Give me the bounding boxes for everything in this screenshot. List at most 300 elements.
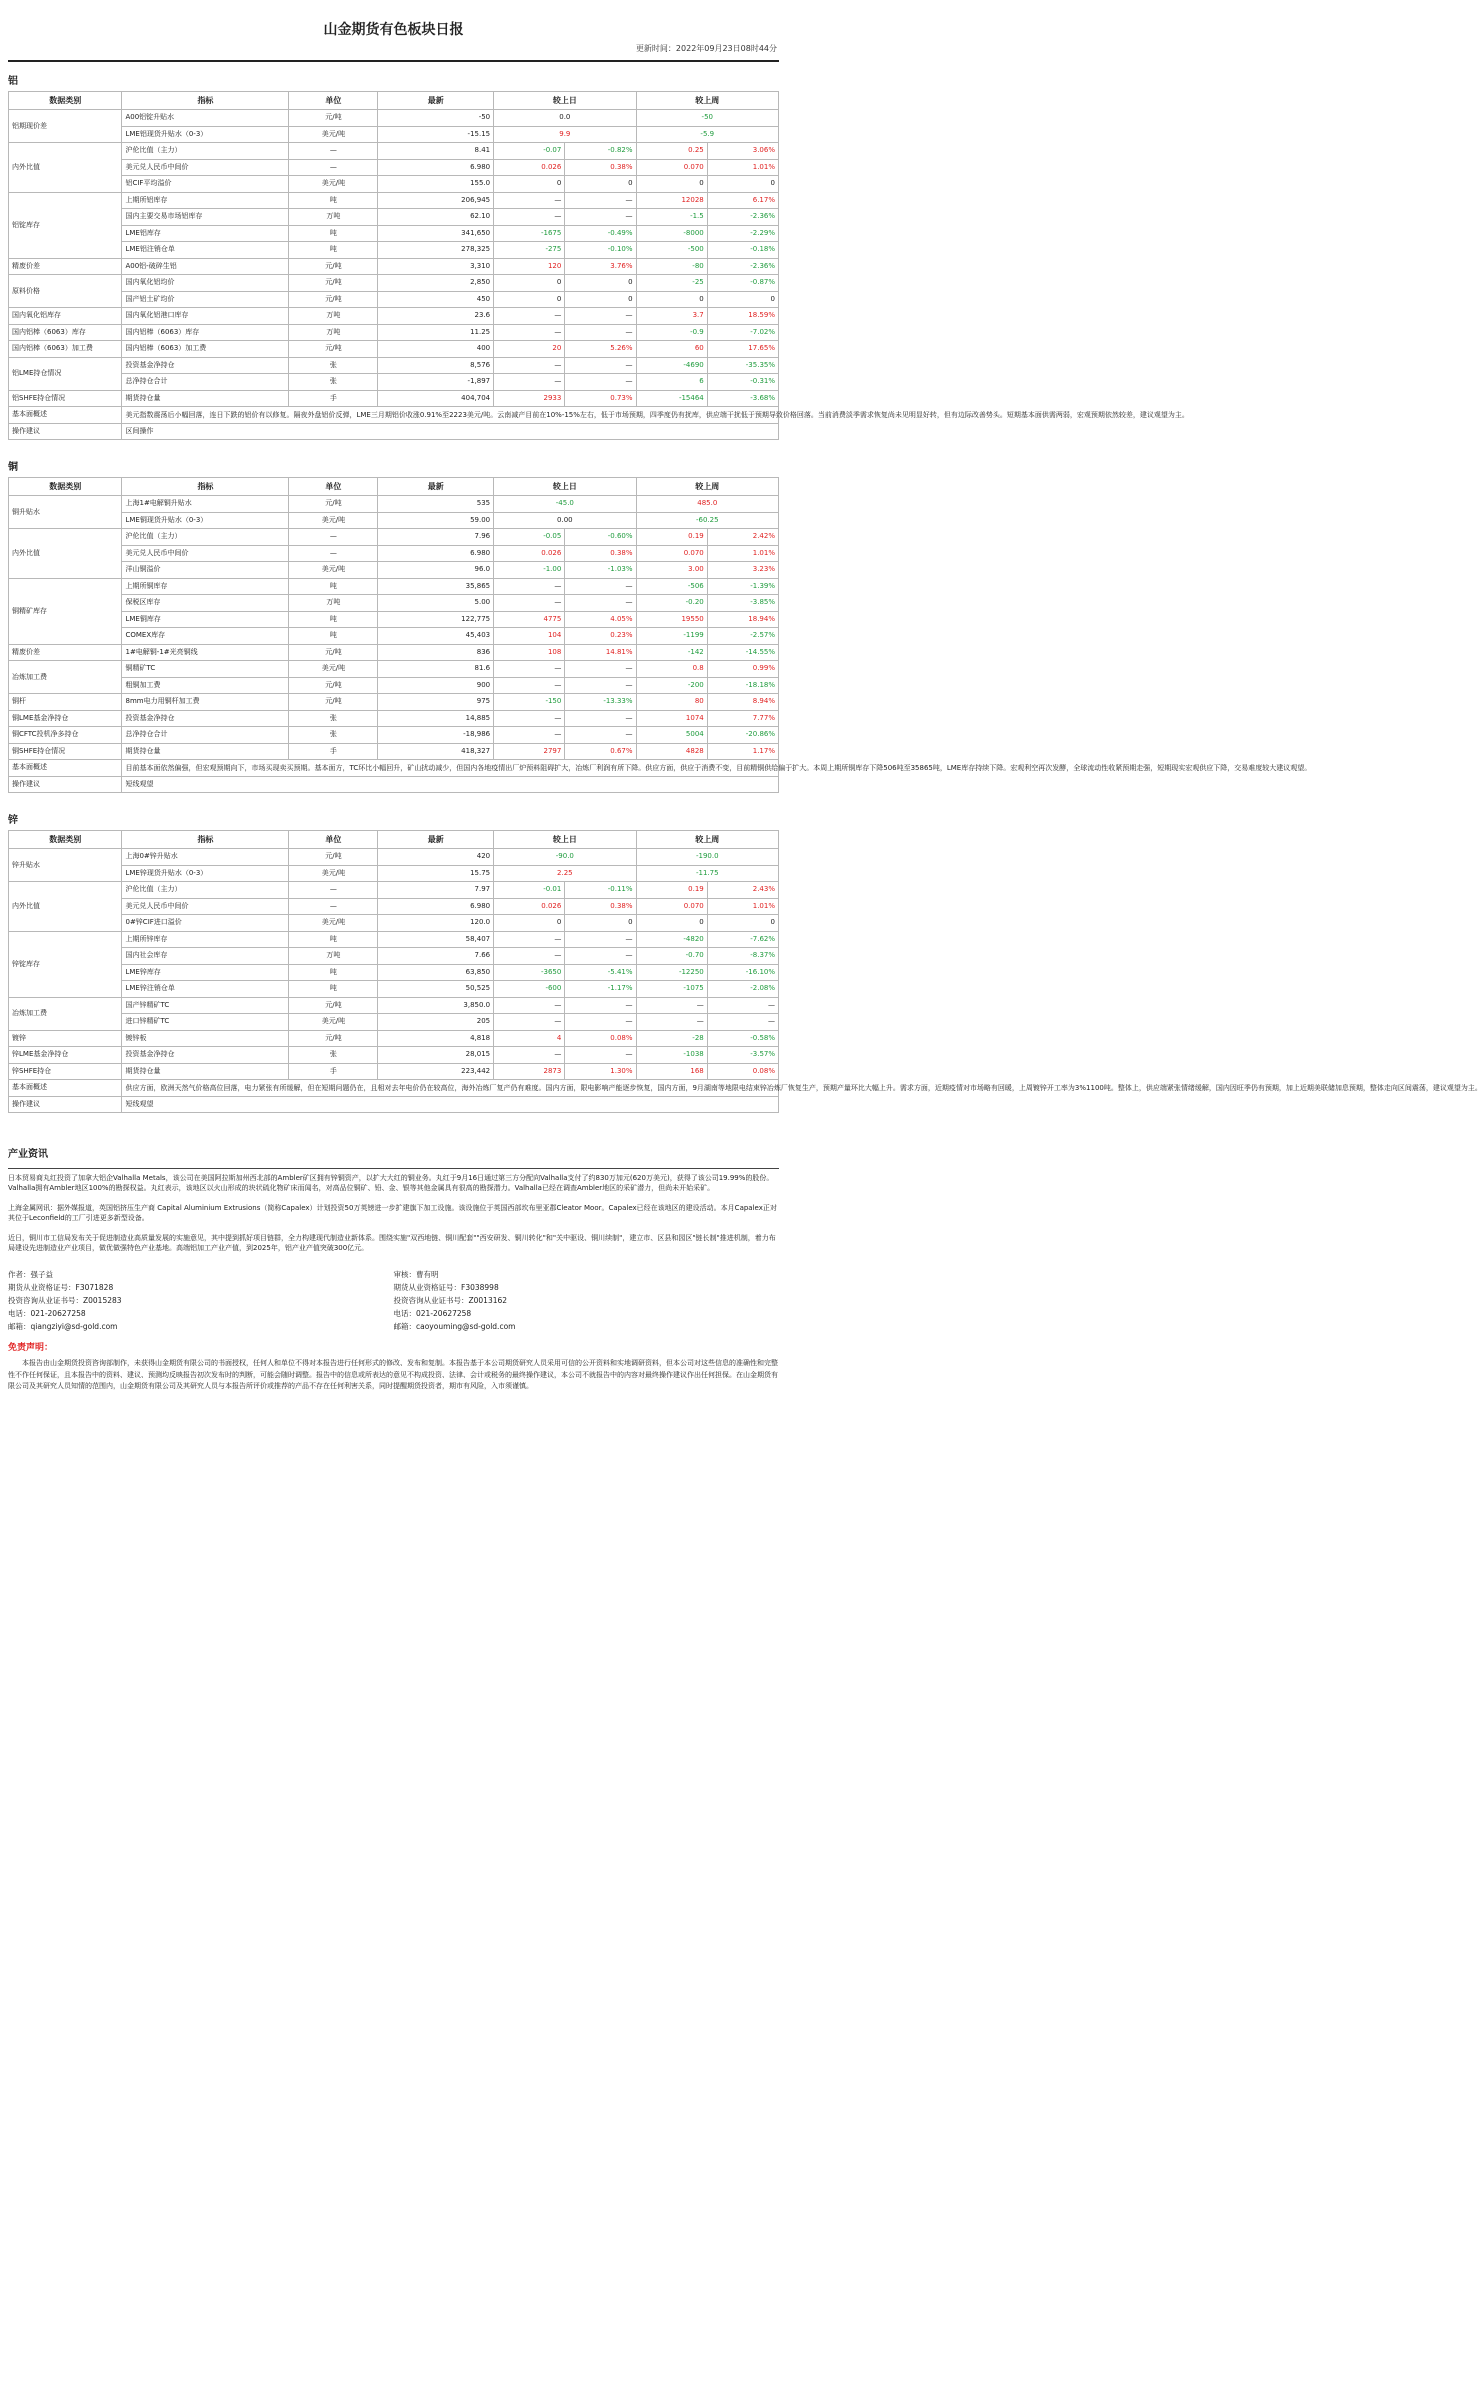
author-contact <box>8 1268 394 1334</box>
week-change-cell: -0.70 <box>636 948 707 965</box>
indicator-cell: 铜精矿TC <box>122 661 289 678</box>
indicator-cell: 上期所铜库存 <box>122 578 289 595</box>
latest-value-cell: 975 <box>378 694 494 711</box>
indicator-cell: 投资基金净持仓 <box>122 1047 289 1064</box>
advice-text: 短线观望 <box>122 1096 779 1113</box>
category-cell: 冶炼加工费 <box>9 661 122 694</box>
unit-cell: — <box>289 882 378 899</box>
reviewer-certificate: 投资咨询从业证书号：Z0013162 <box>393 1295 508 1305</box>
indicator-cell: COMEX库存 <box>122 628 289 645</box>
week-change-cell: — <box>636 997 707 1014</box>
latest-value-cell: 6.980 <box>378 898 494 915</box>
week-change-pct-cell: -3.57% <box>707 1047 778 1064</box>
week-change-pct-cell: 0 <box>707 176 778 193</box>
day-change-pct-cell: — <box>565 727 636 744</box>
column-header: 指标 <box>122 831 289 849</box>
week-change-cell: 0.19 <box>636 529 707 546</box>
column-header: 数据类别 <box>9 478 122 496</box>
week-change-cell: -1075 <box>636 981 707 998</box>
category-cell: 锌锭库存 <box>9 931 122 997</box>
week-change-cell: -8000 <box>636 225 707 242</box>
news-body <box>8 1173 779 1254</box>
table-row <box>9 258 779 275</box>
indicator-cell: LME锌现货升贴水（0-3） <box>122 865 289 882</box>
day-change-pct-cell: 0.38% <box>565 898 636 915</box>
indicator-cell: 国内铝棒（6063）加工费 <box>122 341 289 358</box>
column-header: 较上日 <box>494 831 636 849</box>
indicator-cell: LME锌库存 <box>122 964 289 981</box>
table-row <box>9 291 779 308</box>
indicator-cell: LME铝注销仓单 <box>122 242 289 259</box>
day-change-cell: 20 <box>494 341 565 358</box>
latest-value-cell: 278,325 <box>378 242 494 259</box>
column-header: 较上日 <box>494 478 636 496</box>
latest-value-cell: 223,442 <box>378 1063 494 1080</box>
table-row <box>9 1063 779 1080</box>
metal-data-table <box>8 477 1312 793</box>
unit-cell: 美元/吨 <box>289 661 378 678</box>
week-change-cell: 0.070 <box>636 159 707 176</box>
table-row <box>9 948 779 965</box>
latest-value-cell: 35,865 <box>378 578 494 595</box>
day-change-cell: — <box>494 209 565 226</box>
section-gap <box>8 793 779 815</box>
table-row <box>9 1014 779 1031</box>
day-change-cell: -150 <box>494 694 565 711</box>
indicator-cell: LME铜现货升贴水（0-3） <box>122 512 289 529</box>
indicator-cell: 国产锌精矿TC <box>122 997 289 1014</box>
unit-cell: 元/吨 <box>289 644 378 661</box>
reviewer-contact <box>394 1268 780 1334</box>
week-change-cell: -12250 <box>636 964 707 981</box>
day-change-pct-cell: — <box>565 710 636 727</box>
author-name: 作者：强子益 <box>8 1269 53 1279</box>
table-row <box>9 611 779 628</box>
column-header: 最新 <box>378 831 494 849</box>
latest-value-cell: 6.980 <box>378 159 494 176</box>
category-cell: 锌升贴水 <box>9 849 122 882</box>
day-change-cell: 4775 <box>494 611 565 628</box>
unit-cell: 吨 <box>289 225 378 242</box>
latest-value-cell: 7.97 <box>378 882 494 899</box>
week-change-cell: -80 <box>636 258 707 275</box>
week-change-pct-cell: -2.29% <box>707 225 778 242</box>
latest-value-cell: 96.0 <box>378 562 494 579</box>
day-change-cell: 104 <box>494 628 565 645</box>
day-change-pct-cell: — <box>565 948 636 965</box>
week-change-cell: -1038 <box>636 1047 707 1064</box>
unit-cell: 张 <box>289 727 378 744</box>
reviewer-email: 邮箱：caoyouming@sd-gold.com <box>393 1322 516 1331</box>
header-divider <box>8 60 779 62</box>
indicator-cell: 总净持仓合计 <box>122 374 289 391</box>
week-change-cell: 485.0 <box>636 496 778 513</box>
indicator-cell: 美元兑人民币中间价 <box>122 898 289 915</box>
advice-label: 操作建议 <box>9 423 122 440</box>
day-change-pct-cell: — <box>565 661 636 678</box>
unit-cell: 万吨 <box>289 308 378 325</box>
day-change-pct-cell: 0.73% <box>565 390 636 407</box>
week-change-cell: -190.0 <box>636 849 778 866</box>
week-change-cell: — <box>636 1014 707 1031</box>
week-change-cell: 0.19 <box>636 882 707 899</box>
category-cell: 冶炼加工费 <box>9 997 122 1030</box>
week-change-cell: -500 <box>636 242 707 259</box>
week-change-cell: 6 <box>636 374 707 391</box>
day-change-cell: — <box>494 308 565 325</box>
category-cell: 国内铝棒（6063）加工费 <box>9 341 122 358</box>
week-change-pct-cell: 1.17% <box>707 743 778 760</box>
report-title: 山金期货有色板块日报 <box>323 22 464 38</box>
table-row <box>9 743 779 760</box>
day-change-pct-cell: — <box>565 1014 636 1031</box>
week-change-pct-cell: -18.18% <box>707 677 778 694</box>
week-change-cell: 0 <box>636 291 707 308</box>
column-header: 最新 <box>378 478 494 496</box>
unit-cell: 吨 <box>289 192 378 209</box>
summary-text: 美元指数震荡后小幅回落，连日下跌的铝价有以修复。隔夜外盘铝价反弹，LME三月期铝价收涨0.91%至2223美元/吨。云南减产目前在10%-15%左右，低于市场预期，四季度仍有扰库，供应端干扰低于预期导致价格回落。当前消费淡季需求恢复尚未见明显好转，但有边际改善势头。短期基本面供需两弱，宏观预期依然较差，建议观望为主。 <box>122 407 779 424</box>
week-change-cell: 0.25 <box>636 143 707 160</box>
unit-cell: — <box>289 898 378 915</box>
day-change-cell: — <box>494 710 565 727</box>
reviewer-license: 期货从业资格证号：F3038998 <box>393 1282 499 1292</box>
week-change-pct-cell: -0.31% <box>707 374 778 391</box>
unit-cell: 元/吨 <box>289 110 378 127</box>
author-email: 邮箱：qiangziyi@sd-gold.com <box>8 1322 118 1331</box>
day-change-pct-cell: — <box>565 595 636 612</box>
day-change-pct-cell: 0.38% <box>565 159 636 176</box>
author-certificate: 投资咨询从业证书号：Z0015283 <box>8 1295 122 1305</box>
week-change-cell: 4828 <box>636 743 707 760</box>
summary-text: 目前基本面依然偏强，但宏观预期向下，市场买现卖买预期。基本面方，TC环比小幅回升，矿山扰动减少，但国内各地疫情出厂炉预料阻碍扩大，冶炼厂利润有所下降。供应方面，供应于消费不变，目前精铜供给偏于扩大。本周上期所铜库存下降506吨至35865吨，LME库存持续下降。宏观利空再次发酵，全球流动性收紧预期走强，短期现实宏观供应下降，交易难度较大建议观望。 <box>122 760 779 777</box>
indicator-cell: 进口锌精矿TC <box>122 1014 289 1031</box>
table-row <box>9 562 779 579</box>
indicator-cell: 1#电解铜-1#光亮铜线 <box>122 644 289 661</box>
week-change-pct-cell: -3.68% <box>707 390 778 407</box>
week-change-pct-cell: — <box>707 997 778 1014</box>
week-change-pct-cell: 0 <box>707 291 778 308</box>
week-change-pct-cell: 6.17% <box>707 192 778 209</box>
indicator-cell: 期货持仓量 <box>122 1063 289 1080</box>
day-change-pct-cell: — <box>565 578 636 595</box>
day-change-pct-cell: -1.17% <box>565 981 636 998</box>
indicator-cell: 总净持仓合计 <box>122 727 289 744</box>
day-change-pct-cell: — <box>565 997 636 1014</box>
day-change-cell: — <box>494 997 565 1014</box>
unit-cell: 吨 <box>289 611 378 628</box>
category-cell: 铜CFTC投机净多持仓 <box>9 727 122 744</box>
day-change-cell: 0.026 <box>494 898 565 915</box>
day-change-cell: -0.07 <box>494 143 565 160</box>
day-change-pct-cell: — <box>565 374 636 391</box>
indicator-cell: 沪伦比值（主力） <box>122 882 289 899</box>
day-change-cell: -0.05 <box>494 529 565 546</box>
indicator-cell: 粗铜加工费 <box>122 677 289 694</box>
day-change-pct-cell: — <box>565 308 636 325</box>
section-gap <box>8 1113 779 1135</box>
table-row <box>9 275 779 292</box>
day-change-cell: — <box>494 931 565 948</box>
latest-value-cell: 81.6 <box>378 661 494 678</box>
table-row <box>9 512 779 529</box>
indicator-cell: 洋山铜溢价 <box>122 562 289 579</box>
day-change-cell: — <box>494 595 565 612</box>
advice-label: 操作建议 <box>9 776 122 793</box>
week-change-cell: 5004 <box>636 727 707 744</box>
unit-cell: 美元/吨 <box>289 1014 378 1031</box>
latest-value-cell: -50 <box>378 110 494 127</box>
news-paragraph: 上海金属网讯：据外媒报道，英国铝挤压生产商 Capital Aluminium Extrusions（简称Capalex）计划投资50万英镑进一步扩建旗下加工设施。该设施位于英国西部坎布里亚郡Cleator Moor。Capalex已经在该地区的建设活动。本月Capalex正对其位于Leconfield的工厂引进更多新型设备。 <box>8 1203 777 1222</box>
column-header: 最新 <box>378 92 494 110</box>
week-change-cell: 0.070 <box>636 898 707 915</box>
indicator-cell: 沪伦比值（主力） <box>122 529 289 546</box>
table-row <box>9 882 779 899</box>
reviewer-name: 审核：曹有明 <box>393 1269 439 1279</box>
unit-cell: 手 <box>289 1063 378 1080</box>
column-header: 指标 <box>122 478 289 496</box>
latest-value-cell: -18,986 <box>378 727 494 744</box>
column-header: 较上周 <box>636 831 778 849</box>
table-row <box>9 727 779 744</box>
day-change-pct-cell: 0.08% <box>565 1030 636 1047</box>
week-change-pct-cell: 18.94% <box>707 611 778 628</box>
day-change-cell: -0.01 <box>494 882 565 899</box>
table-row <box>9 324 779 341</box>
summary-text: 供应方面，欧洲天然气价格高位回落，电力紧张有所缓解，但在短期问题仍在，且相对去年电价仍在较高位，海外冶炼厂复产仍有难度。国内方面，限电影响产能逐步恢复，国内方面，9月湖南等地限电结束锌冶炼厂恢复生产，预期产量环比大幅上升。需求方面，近期疫情对市场略有回暖，上周镀锌开工率为3%1100吨。整体上，供应端紧张情绪缓解，国内因旺季仍有预期，加上近期美联储加息预期，整体走向区间震荡，建议观望为主。 <box>122 1080 779 1097</box>
indicator-cell: 镀锌板 <box>122 1030 289 1047</box>
author-phone: 电话：021-20627258 <box>8 1308 86 1318</box>
week-change-pct-cell: -2.36% <box>707 209 778 226</box>
day-change-pct-cell: 0 <box>565 291 636 308</box>
summary-row <box>9 407 779 424</box>
column-header: 较上周 <box>636 478 778 496</box>
table-row <box>9 694 779 711</box>
day-change-pct-cell: — <box>565 209 636 226</box>
latest-value-cell: -1,897 <box>378 374 494 391</box>
section-title: 锌 <box>8 815 18 826</box>
table-row <box>9 529 779 546</box>
indicator-cell: 保税区库存 <box>122 595 289 612</box>
table-row <box>9 192 779 209</box>
latest-value-cell: 3,310 <box>378 258 494 275</box>
advice-row <box>9 776 779 793</box>
week-change-cell: -1.5 <box>636 209 707 226</box>
day-change-cell: 0.0 <box>494 110 636 127</box>
table-row <box>9 595 779 612</box>
day-change-cell: — <box>494 1047 565 1064</box>
latest-value-cell: 900 <box>378 677 494 694</box>
week-change-cell: 3.7 <box>636 308 707 325</box>
week-change-pct-cell: 0.99% <box>707 661 778 678</box>
author-license: 期货从业资格证号：F3071828 <box>8 1282 114 1292</box>
week-change-pct-cell: 3.06% <box>707 143 778 160</box>
table-row <box>9 964 779 981</box>
table-row <box>9 981 779 998</box>
week-change-cell: -506 <box>636 578 707 595</box>
week-change-cell: 168 <box>636 1063 707 1080</box>
indicator-cell: 上海0#锌升贴水 <box>122 849 289 866</box>
category-cell: 原料价格 <box>9 275 122 308</box>
section-title: 铜 <box>8 462 18 473</box>
latest-value-cell: 155.0 <box>378 176 494 193</box>
week-change-pct-cell: 8.94% <box>707 694 778 711</box>
day-change-cell: -90.0 <box>494 849 636 866</box>
unit-cell: — <box>289 545 378 562</box>
week-change-cell: 0.8 <box>636 661 707 678</box>
category-cell: 内外比值 <box>9 143 122 193</box>
latest-value-cell: 206,945 <box>378 192 494 209</box>
table-row <box>9 357 779 374</box>
latest-value-cell: 404,704 <box>378 390 494 407</box>
day-change-pct-cell: 4.05% <box>565 611 636 628</box>
day-change-cell: — <box>494 324 565 341</box>
latest-value-cell: 45,403 <box>378 628 494 645</box>
week-change-cell: -50 <box>636 110 778 127</box>
week-change-pct-cell: 0 <box>707 915 778 932</box>
table-row <box>9 661 779 678</box>
summary-label: 基本面概述 <box>9 760 122 777</box>
day-change-pct-cell: 0 <box>565 915 636 932</box>
day-change-pct-cell: 0.23% <box>565 628 636 645</box>
indicator-cell: LME铜库存 <box>122 611 289 628</box>
day-change-cell: 0 <box>494 176 565 193</box>
unit-cell: 美元/吨 <box>289 562 378 579</box>
day-change-cell: 2873 <box>494 1063 565 1080</box>
day-change-pct-cell: — <box>565 357 636 374</box>
table-row <box>9 865 779 882</box>
week-change-pct-cell: -3.85% <box>707 595 778 612</box>
week-change-pct-cell: -7.02% <box>707 324 778 341</box>
summary-row <box>9 1080 779 1097</box>
indicator-cell: 国内铝棒（6063）库存 <box>122 324 289 341</box>
unit-cell: 元/吨 <box>289 291 378 308</box>
category-cell: 铝SHFE持仓情况 <box>9 390 122 407</box>
day-change-pct-cell: -5.41% <box>565 964 636 981</box>
latest-value-cell: 2,850 <box>378 275 494 292</box>
indicator-cell: 国内氧化铝港口库存 <box>122 308 289 325</box>
category-cell: 国内铝棒（6063）库存 <box>9 324 122 341</box>
week-change-pct-cell: -2.36% <box>707 258 778 275</box>
latest-value-cell: 836 <box>378 644 494 661</box>
unit-cell: 吨 <box>289 578 378 595</box>
latest-value-cell: 418,327 <box>378 743 494 760</box>
week-change-pct-cell: — <box>707 1014 778 1031</box>
table-row <box>9 628 779 645</box>
advice-row <box>9 423 779 440</box>
week-change-pct-cell: -0.87% <box>707 275 778 292</box>
latest-value-cell: 120.0 <box>378 915 494 932</box>
day-change-cell: 0 <box>494 275 565 292</box>
day-change-pct-cell: -0.11% <box>565 882 636 899</box>
week-change-cell: -142 <box>636 644 707 661</box>
unit-cell: 万吨 <box>289 595 378 612</box>
day-change-cell: 2933 <box>494 390 565 407</box>
unit-cell: 元/吨 <box>289 694 378 711</box>
day-change-cell: — <box>494 948 565 965</box>
week-change-cell: -1199 <box>636 628 707 645</box>
indicator-cell: 上期所锌库存 <box>122 931 289 948</box>
day-change-pct-cell: 1.30% <box>565 1063 636 1080</box>
category-cell: 精废价差 <box>9 644 122 661</box>
table-row <box>9 898 779 915</box>
indicator-cell: LME铝库存 <box>122 225 289 242</box>
day-change-pct-cell: -13.33% <box>565 694 636 711</box>
day-change-cell: -3650 <box>494 964 565 981</box>
metal-data-table <box>8 91 1189 440</box>
indicator-cell: 投资基金净持仓 <box>122 710 289 727</box>
table-row <box>9 578 779 595</box>
category-cell: 铝期现价差 <box>9 110 122 143</box>
category-cell: 铜杆 <box>9 694 122 711</box>
day-change-pct-cell: 0 <box>565 176 636 193</box>
latest-value-cell: 5.00 <box>378 595 494 612</box>
latest-value-cell: 6.980 <box>378 545 494 562</box>
day-change-pct-cell: 14.81% <box>565 644 636 661</box>
week-change-cell: -0.20 <box>636 595 707 612</box>
latest-value-cell: 28,015 <box>378 1047 494 1064</box>
week-change-pct-cell: -8.37% <box>707 948 778 965</box>
reviewer-phone: 电话：021-20627258 <box>393 1308 472 1318</box>
unit-cell: 吨 <box>289 981 378 998</box>
day-change-cell: -45.0 <box>494 496 636 513</box>
column-header: 数据类别 <box>9 831 122 849</box>
day-change-pct-cell: 3.76% <box>565 258 636 275</box>
week-change-cell: 3.00 <box>636 562 707 579</box>
week-change-pct-cell: -0.18% <box>707 242 778 259</box>
section-title: 铝 <box>8 76 18 87</box>
indicator-cell: 美元兑人民币中间价 <box>122 545 289 562</box>
table-header-row <box>9 478 779 496</box>
category-cell: 铝锭库存 <box>9 192 122 258</box>
day-change-cell: 120 <box>494 258 565 275</box>
table-row <box>9 159 779 176</box>
unit-cell: 吨 <box>289 628 378 645</box>
table-row <box>9 1047 779 1064</box>
column-header: 单位 <box>289 478 378 496</box>
indicator-cell: 国内主要交易市场铝库存 <box>122 209 289 226</box>
day-change-cell: 0 <box>494 915 565 932</box>
update-time: 更新时间：2022年09月23日08时44分 <box>635 44 777 53</box>
week-change-pct-cell: 1.01% <box>707 898 778 915</box>
week-change-pct-cell: 1.01% <box>707 159 778 176</box>
table-row <box>9 341 779 358</box>
week-change-pct-cell: 2.42% <box>707 529 778 546</box>
table-row <box>9 997 779 1014</box>
unit-cell: 张 <box>289 710 378 727</box>
unit-cell: 张 <box>289 357 378 374</box>
advice-label: 操作建议 <box>9 1096 122 1113</box>
day-change-cell: -1675 <box>494 225 565 242</box>
week-change-cell: -28 <box>636 1030 707 1047</box>
day-change-pct-cell: — <box>565 931 636 948</box>
week-change-cell: -11.75 <box>636 865 778 882</box>
unit-cell: 元/吨 <box>289 275 378 292</box>
week-change-pct-cell: -2.57% <box>707 628 778 645</box>
latest-value-cell: 450 <box>378 291 494 308</box>
category-cell: 铜SHFE持仓情况 <box>9 743 122 760</box>
unit-cell: 万吨 <box>289 948 378 965</box>
day-change-cell: — <box>494 578 565 595</box>
unit-cell: 吨 <box>289 964 378 981</box>
latest-value-cell: 59.00 <box>378 512 494 529</box>
week-change-pct-cell: -35.35% <box>707 357 778 374</box>
table-row <box>9 209 779 226</box>
category-cell: 国内氧化铝库存 <box>9 308 122 325</box>
day-change-cell: — <box>494 677 565 694</box>
week-change-cell: 12028 <box>636 192 707 209</box>
latest-value-cell: 535 <box>378 496 494 513</box>
indicator-cell: A00铝锭升贴水 <box>122 110 289 127</box>
